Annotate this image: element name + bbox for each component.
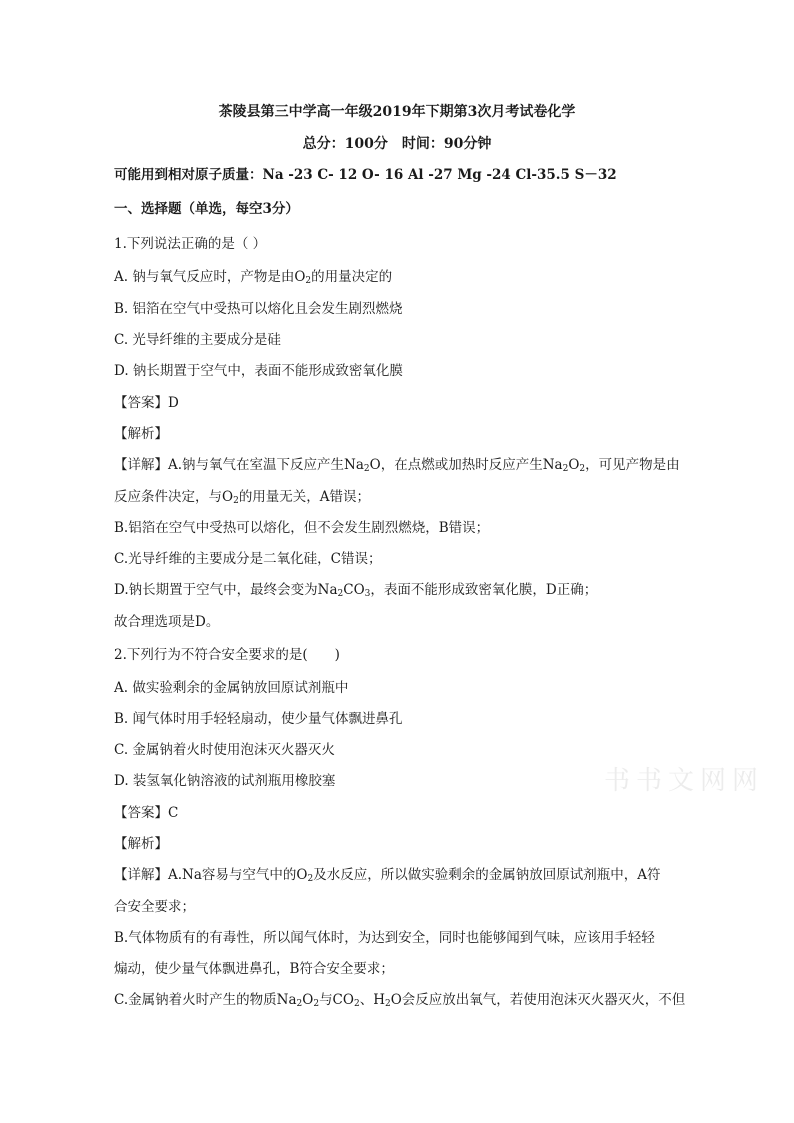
exam-meta: 总分：100分 时间：90分钟 (302, 136, 492, 152)
question-1-detail: 【详解】A.钠与氧气在室温下反应产生$Na_2O$，在点燃或加热时反应产生$Na_2O_2$，可见产物是由 (114, 457, 680, 474)
question-2-answer: 【答案】C (114, 805, 179, 821)
question-2-detail: 合安全要求； (114, 899, 195, 915)
question-1-detail: B.铝箔在空气中受热可以熔化，但不会发生剧烈燃烧，B错误； (114, 520, 490, 536)
question-1-option-d: D. 钠长期置于空气中，表面不能形成致密氧化膜 (114, 363, 403, 379)
question-2-option-c: C. 金属钠着火时使用泡沫灭火器灭火 (114, 742, 335, 758)
question-1-stem: 1.下列说法正确的是（ ） (114, 236, 267, 252)
question-2-detail: 【详解】A.Na容易与空气中的$O_2$及水反应，所以做实验剩余的金属钠放回原试剂瓶中，A符 (114, 867, 661, 884)
question-1-conclusion: 故合理选项是D。 (114, 614, 220, 630)
question-2-option-a: A. 做实验剩余的金属钠放回原试剂瓶中 (114, 680, 349, 696)
question-1-option-a: A. 钠与氧气反应时，产物是由$O_2$的用量决定的 (114, 269, 393, 286)
question-1-analysis-label: 【解析】 (114, 426, 168, 442)
question-1-detail: 反应条件决定，与$O_2$的用量无关，A错误； (114, 489, 371, 506)
question-1-option-b: B. 铝箔在空气中受热可以熔化且会发生剧烈燃烧 (114, 301, 403, 317)
question-2-detail: C.金属钠着火时产生的物质$Na_2O_2$与$CO_2$、$H_2O$会反应放出氧气，若使用泡沫灭火器灭火，不但 (114, 992, 686, 1009)
question-2-stem: 2.下列行为不符合安全要求的是( ) (114, 647, 340, 663)
question-1-answer: 【答案】D (114, 395, 179, 411)
section-heading: 一、选择题（单选，每空3分） (114, 201, 299, 217)
question-2-option-d: D. 装氢氧化钠溶液的试剂瓶用橡胶塞 (114, 773, 336, 789)
atomic-masses: 可能用到相对原子质量：Na -23 C- 12 O- 16 Al -27 Mg -24 Cl-35.5 S－32 (114, 167, 617, 183)
question-2-option-b: B. 闻气体时用手轻轻扇动，使少量气体飘进鼻孔 (114, 711, 403, 727)
exam-title: 茶陵县第三中学高一年级2019年下期第3次月考试卷化学 (218, 104, 576, 120)
question-2-detail: 煽动，使少量气体飘进鼻孔，B符合安全要求； (114, 961, 394, 977)
watermark: 书书文网网 (604, 766, 765, 796)
question-1-option-c: C. 光导纤维的主要成分是硅 (114, 332, 281, 348)
question-2-detail: B.气体物质有的有毒性，所以闻气体时，为达到安全，同时也能够闻到气味，应该用手轻轻 (114, 930, 655, 946)
question-2-analysis-label: 【解析】 (114, 836, 168, 852)
question-1-detail: D.钠长期置于空气中，最终会变为$Na_2CO_3$，表面不能形成致密氧化膜，D正确； (114, 582, 598, 599)
question-1-detail: C.光导纤维的主要成分是二氧化硅，C错误； (114, 551, 382, 567)
